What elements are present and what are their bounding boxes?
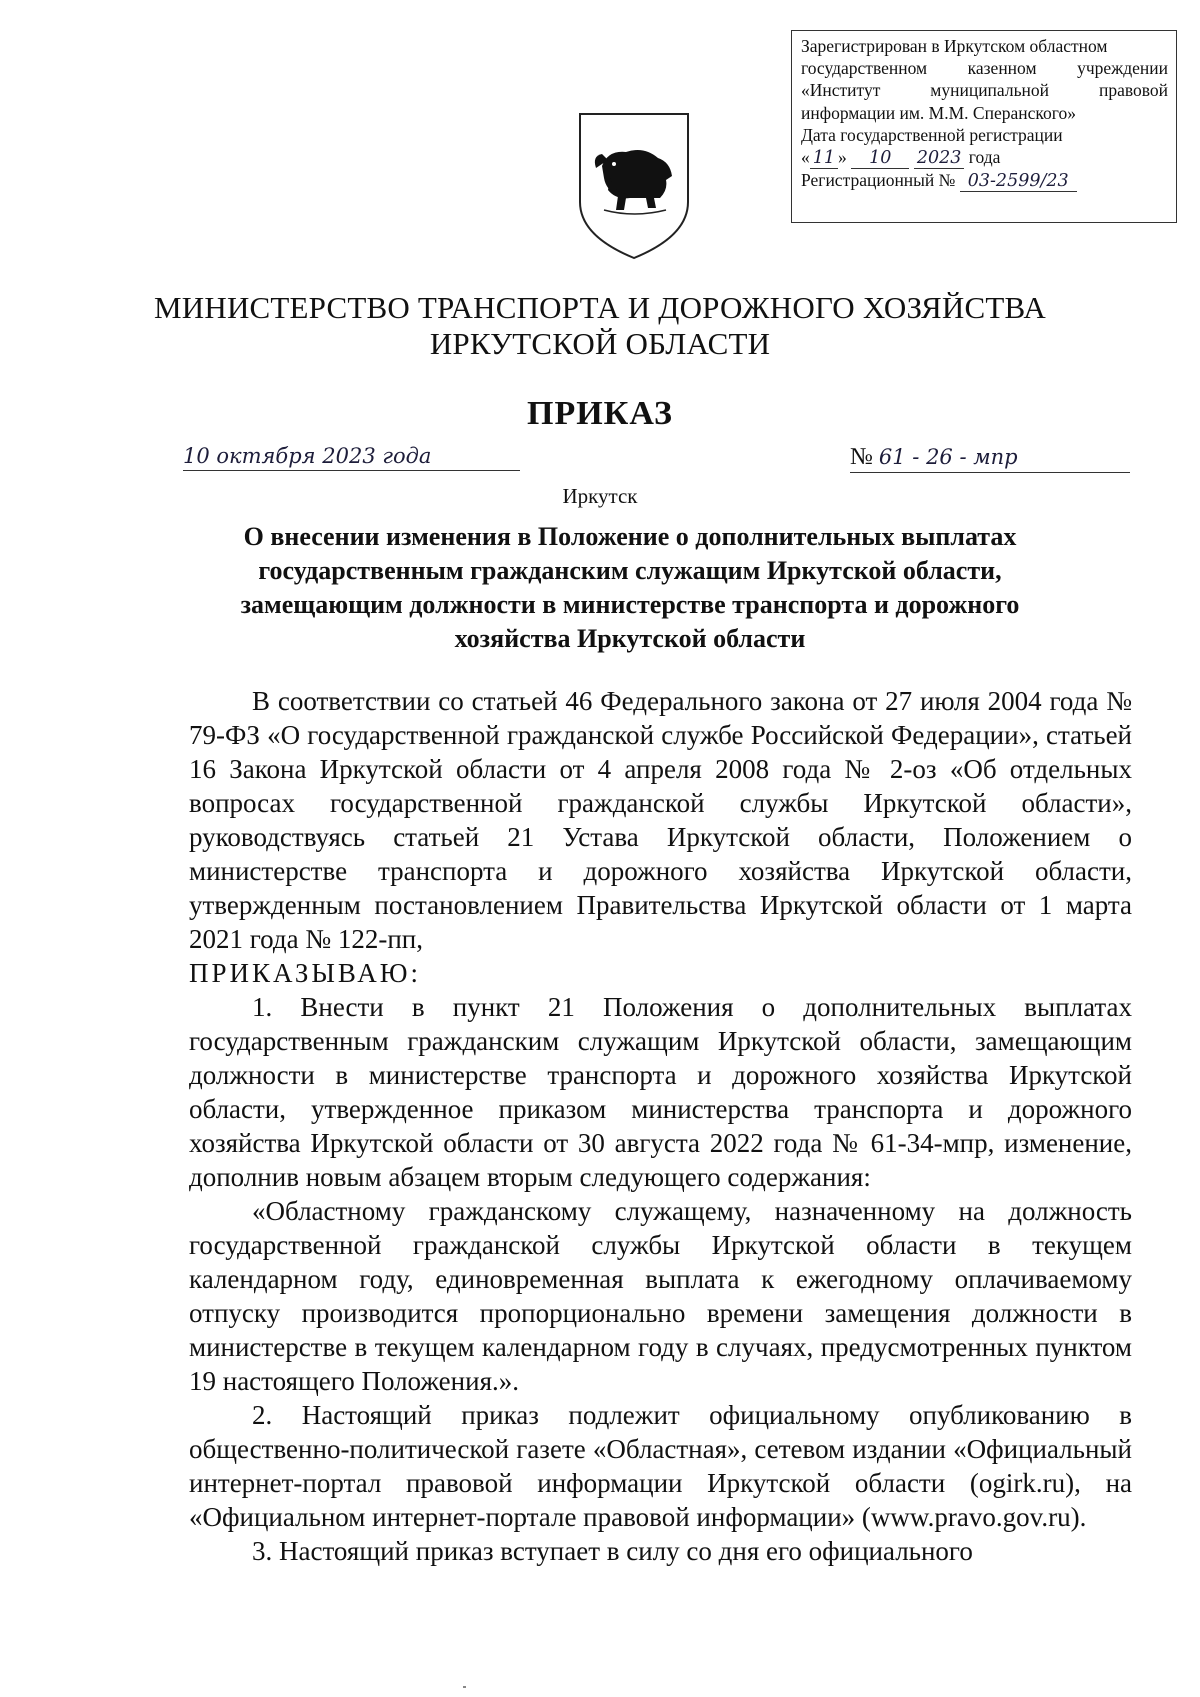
preamble-paragraph: В соответствии со статьей 46 Федерального закона от 27 июля 2004 года № 79-ФЗ «О государственной гражданской службе Российской Федерации», статьей 16 Закона Иркутской области от 4 апреля 2008 года № 2-оз «Об отдельных вопросах государственной гражданской службы Иркутской области», руководствуясь статьей 21 Устава Иркутской области, Положением о министерстве транспорта и дорожного хозяйства Иркутской области, утвержденным постановлением Правительства Иркутской области от 1 марта 2021 года № 122-пп, [189, 686, 1132, 954]
stamp-line-5: Дата государственной регистрации [801, 124, 1063, 145]
stamp-registration-number [801, 169, 1168, 192]
item-2-paragraph: 2. Настоящий приказ подлежит официальному опубликованию в общественно-политической газете «Областная», сетевом издании «Официальный интернет-портал правовой информации Иркутской области (ogirk.ru), на «Официальном интернет-портале правовой информации» (www.pravo.gov.ru). [189, 1400, 1132, 1532]
ministry-header [0, 290, 1200, 362]
item-1-paragraph: 1. Внести в пункт 21 Положения о дополнительных выплатах государственным гражданским служащим Иркутской области, замещающим должности в министерстве транспорта и дорожного хозяйства Иркутской области, утвержденное приказом министерства транспорта и дорожного хозяйства Иркутской области от 30 августа 2022 года № 61-34-мпр, изменение, дополнив новым абзацем вторым следующего содержания: [189, 992, 1132, 1192]
stamp-reg-number: 03-2599/23 [960, 171, 1077, 192]
stamp-date-close-quote: » [838, 147, 847, 168]
order-number [850, 444, 1130, 473]
stamp-line-1: Зарегистрирован в Иркутском областном [801, 36, 1108, 56]
document-title [190, 520, 1070, 656]
title-line-4: хозяйства Иркутской области [454, 624, 806, 653]
document-body [189, 684, 1132, 1568]
order-date-handwritten: 10 октября 2023 года [183, 444, 432, 468]
item-1-quote-paragraph: «Областному гражданскому служащему, назначенному на должность государственной гражданской службы Иркутской области в текущем календарном году, единовременная выплата к ежегодному оплачиваемому отпуску производится пропорционально времени замещения должности в министерстве в текущем календарном году в случаях, предусмотренных пунктом 19 настоящего Положения.». [189, 1196, 1132, 1396]
document-type: ПРИКАЗ [527, 395, 673, 432]
ministry-line-2: ИРКУТСКОЙ ОБЛАСТИ [429, 326, 771, 361]
title-line-2: государственным гражданским служащим Иркутской области, [258, 556, 1002, 585]
stamp-reg-label: Регистрационный № [801, 170, 956, 191]
order-number-label: № [850, 444, 873, 470]
title-line-3: замещающим должности в министерстве транспорта и дорожного [240, 590, 1020, 619]
registration-stamp [791, 30, 1177, 223]
order-number-handwritten: 61 - 26 - мпр [878, 445, 1018, 469]
stamp-date-suffix: года [968, 147, 1001, 168]
stamp-line-3: «Институт муниципальной правовой [801, 80, 1168, 101]
stamp-date-year: 2023 [914, 148, 965, 169]
stamp-line-4: информации им. М.М. Сперанского» [801, 102, 1076, 123]
coat-of-arms-emblem [574, 106, 694, 266]
order-word: ПРИКАЗЫВАЮ: [189, 958, 421, 988]
ministry-line-1: МИНИСТЕРСТВО ТРАНСПОРТА И ДОРОЖНОГО ХОЗЯЙСТВА [154, 290, 1046, 325]
order-date [183, 444, 520, 471]
title-line-1: О внесении изменения в Положение о дополнительных выплатах [243, 522, 1017, 551]
stamp-date-open-quote: « [801, 147, 810, 168]
stamp-line-2: государственном казенном учреждении [801, 58, 1168, 79]
city: Иркутск [562, 484, 638, 508]
stamp-registration-date [801, 146, 1168, 169]
stamp-date-month: 10 [851, 148, 909, 169]
stamp-date-day: 11 [810, 148, 838, 169]
item-3-paragraph: 3. Настоящий приказ вступает в силу со дня его официального [252, 1536, 973, 1566]
scan-speck [463, 1686, 466, 1688]
